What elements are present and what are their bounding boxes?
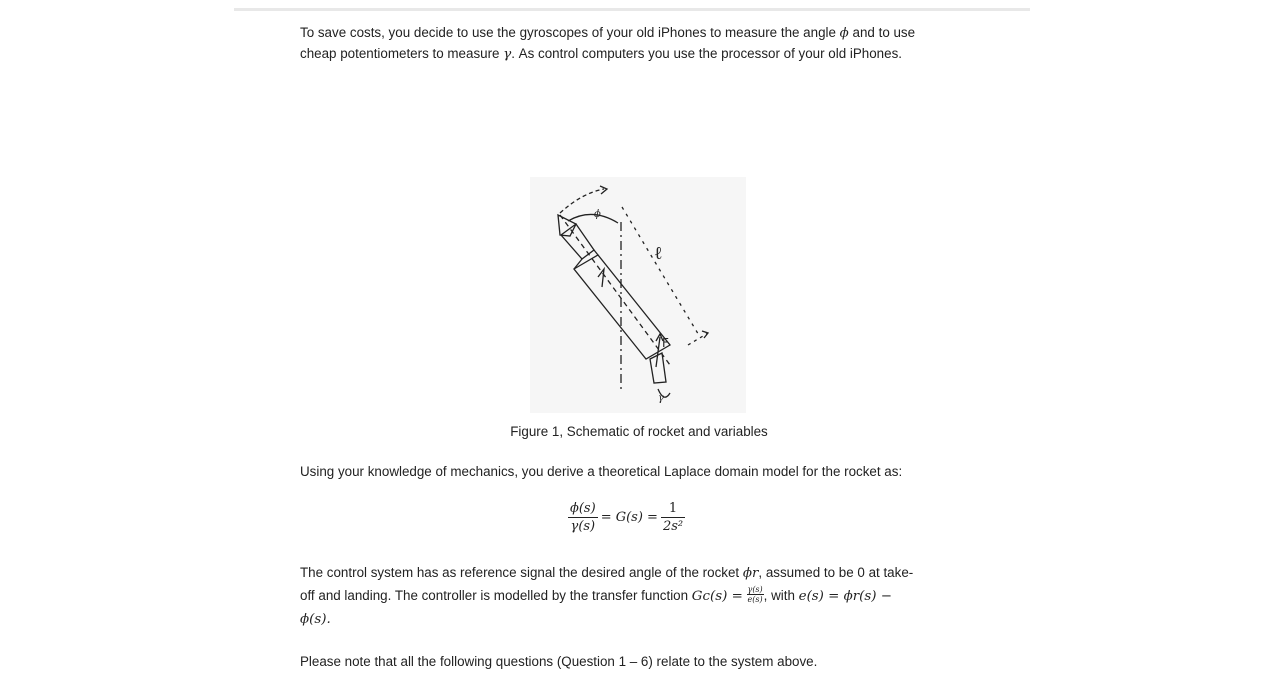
- phi-r-symbol: ϕr: [742, 566, 759, 581]
- intro-text: . As control computers you use the processor of your old iPhones.: [511, 46, 902, 61]
- figure-label-l: ℓ: [654, 243, 663, 264]
- controller-tf-label: Gc(s) =: [691, 589, 743, 604]
- length-dimension-line: [622, 207, 700, 337]
- model-intro-paragraph: [300, 462, 990, 482]
- control-system-paragraph: [300, 562, 990, 631]
- rocket-axis-line: [560, 215, 670, 365]
- error-equation: e(s) = ϕr(s) −: [798, 589, 892, 604]
- intro-text: cheap potentiometers to measure: [300, 46, 504, 61]
- transfer-function-equation: [568, 500, 685, 548]
- rocket-nozzle: [650, 353, 666, 383]
- intro-text: To save costs, you decide to use the gyroscopes of your old iPhones to measure the angle: [300, 25, 840, 40]
- control-text: off and landing. The controller is modelled by the transfer function: [300, 588, 692, 603]
- rocket-head: [561, 224, 594, 259]
- body-marking: [598, 269, 604, 287]
- lhs-fraction: [568, 500, 598, 535]
- intro-paragraph: [300, 23, 990, 65]
- lhs-numerator: ϕ(s): [570, 501, 596, 516]
- controller-tf-fraction: [747, 585, 764, 604]
- thrust-arrow: [656, 337, 660, 367]
- note-paragraph: [300, 652, 990, 672]
- equation-middle: = G(s) =: [600, 510, 658, 525]
- gamma-symbol: γ: [503, 47, 512, 62]
- rocket-body: [574, 255, 670, 359]
- control-text: , with: [763, 588, 799, 603]
- phi-symbol: ϕ: [839, 26, 849, 41]
- controller-tf-numerator: γ(s): [747, 584, 763, 594]
- rhs-fraction: [661, 500, 685, 535]
- figure-label-gamma: γ: [658, 393, 664, 404]
- intro-text: and to use: [848, 25, 916, 40]
- rocket-schematic-figure: [530, 177, 746, 413]
- figure-caption: [0, 424, 1278, 439]
- rocket-schematic-drawing: [530, 177, 746, 413]
- figure-caption-text: Figure 1, Schematic of rocket and variables: [510, 424, 768, 439]
- error-equation-end: ϕ(s).: [300, 612, 331, 627]
- figure-label-F: F: [662, 336, 669, 350]
- control-text: The control system has as reference signal the desired angle of the rocket: [300, 565, 743, 580]
- top-divider: [234, 8, 1030, 11]
- figure-label-phi: ϕ: [594, 209, 601, 220]
- controller-tf-denominator: e(s): [747, 594, 763, 604]
- rhs-denominator: 2s²: [662, 519, 684, 534]
- control-text: , assumed to be 0 at take-: [758, 565, 914, 580]
- lhs-denominator: γ(s): [570, 519, 596, 534]
- phi-angle-arc: [568, 214, 618, 223]
- model-intro-text: Using your knowledge of mechanics, you derive a theoretical Laplace domain model for the rocket as:: [300, 464, 903, 479]
- rhs-numerator: 1: [661, 500, 685, 518]
- note-text: Please note that all the following questions (Question 1 – 6) relate to the system above.: [300, 654, 818, 669]
